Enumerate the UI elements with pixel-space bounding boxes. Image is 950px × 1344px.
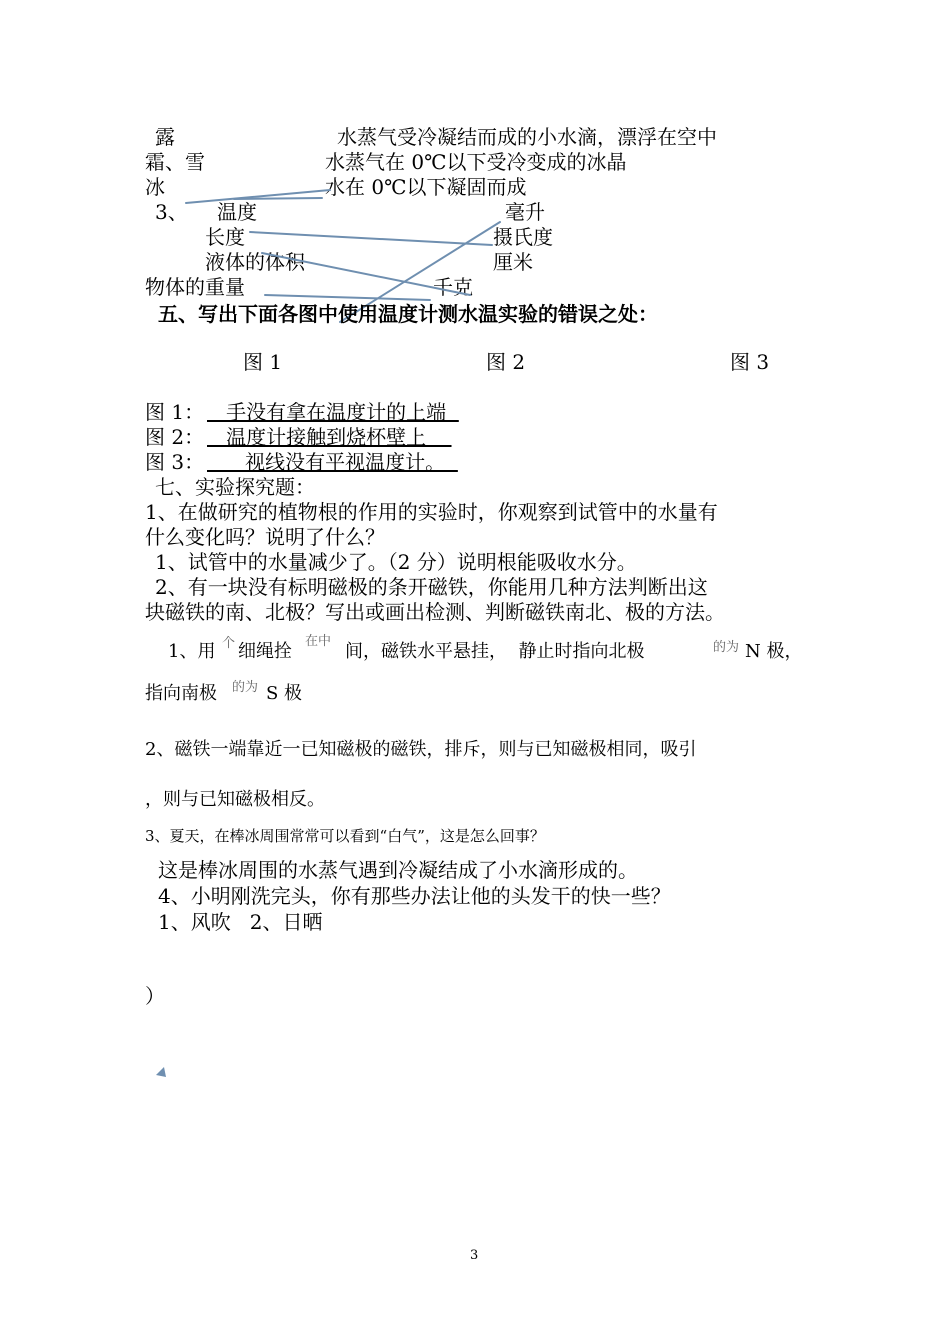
a2-line2-end: S 极 xyxy=(266,683,303,704)
a2-mark-3: 的为 xyxy=(713,640,740,655)
match2-right-3: 厘米 xyxy=(493,250,533,274)
answer-label-2: 图 2： xyxy=(145,425,205,449)
a3: 这是棒冰周围的水蒸气遇到冷凝结成了小水滴形成的。 xyxy=(158,858,638,882)
match1-left-2: 霜、雪 xyxy=(145,150,205,174)
a2-line2: 指向南极 xyxy=(145,683,217,704)
match1-right-3: 水在 0℃以下凝固而成 xyxy=(325,175,527,199)
match1-left-3: 冰 xyxy=(145,175,165,199)
match1-left-1: 露 xyxy=(155,125,175,149)
a4: 1、风吹 2、日晒 xyxy=(158,910,323,934)
figure-label-1: 图 1 xyxy=(243,350,283,374)
stray-paren: ） xyxy=(145,984,165,1008)
match2-right-4: 千克 xyxy=(433,275,473,299)
match2-left-2: 长度 xyxy=(205,225,245,249)
section7-heading: 七、实验探究题： xyxy=(155,475,315,499)
a2-line4: ，则与已知磁极相反。 xyxy=(145,789,325,810)
match2-number: 3、 xyxy=(155,200,188,224)
a2-part-2: 细绳拴 xyxy=(238,641,292,662)
match2-left-4: 物体的重量 xyxy=(145,275,245,299)
match1-right-2: 水蒸气在 0℃以下受冷变成的冰晶 xyxy=(325,150,627,174)
answer-text-1: 手没有拿在温度计的上端 xyxy=(207,400,459,424)
a1: 1、试管中的水量减少了。（2 分）说明根能吸收水分。 xyxy=(155,550,637,574)
answer-label-3: 图 3： xyxy=(145,450,205,474)
a2-mark-2: 在中 xyxy=(305,634,332,649)
match2-right-2: 摄氏度 xyxy=(493,225,553,249)
answer-text-3: 视线没有平视温度计。 xyxy=(207,450,458,474)
match-line xyxy=(186,190,330,203)
page-number: 3 xyxy=(470,1248,479,1263)
a2-mark-4: 的为 xyxy=(232,680,259,695)
match1-right-1: 水蒸气受冷凝结而成的小水滴，漂浮在空中 xyxy=(337,125,717,149)
a2-line3: 2、磁铁一端靠近一已知磁极的磁铁，排斥，则与已知磁极相同，吸引 xyxy=(145,739,697,760)
match-line xyxy=(234,198,322,199)
a2-mark-1: 个 xyxy=(222,636,236,651)
a2-part-1: 1、用 xyxy=(168,641,216,662)
figure-label-2: 图 2 xyxy=(486,350,526,374)
q1-line1: 1、在做研究的植物根的作用的实验时，你观察到试管中的水量有 xyxy=(145,500,718,524)
q2-line1: 2、有一块没有标明磁极的条开磁铁，你能用几种方法判断出这 xyxy=(155,575,708,599)
match2-right-1: 毫升 xyxy=(505,200,545,224)
section5-heading: 五、写出下面各图中使用温度计测水温实验的错误之处： xyxy=(158,302,658,326)
answer-label-1: 图 1： xyxy=(145,400,205,424)
match2-left-3: 液体的体积 xyxy=(205,250,305,274)
q4: 4、小明刚洗完头，你有那些办法让他的头发干的快一些？ xyxy=(158,884,671,908)
a2-part-4: N 极， xyxy=(745,641,803,662)
q2-line2: 块磁铁的南、北极？写出或画出检测、判断磁铁南北、极的方法。 xyxy=(145,600,725,624)
a2-part-3: 间，磁铁水平悬挂， 静止时指向北极 xyxy=(345,641,645,662)
match-line xyxy=(250,232,492,245)
arrow-mark xyxy=(156,1067,166,1077)
match2-left-1: 温度 xyxy=(217,200,257,224)
q3: 3、夏天，在棒冰周围常常可以看到“白气”，这是怎么回事？ xyxy=(145,827,545,845)
answer-text-2: 温度计接触到烧杯壁上 xyxy=(207,425,452,449)
q1-line2: 什么变化吗？说明了什么？ xyxy=(145,525,385,549)
match-line xyxy=(265,295,430,300)
figure-label-3: 图 3 xyxy=(730,350,770,374)
